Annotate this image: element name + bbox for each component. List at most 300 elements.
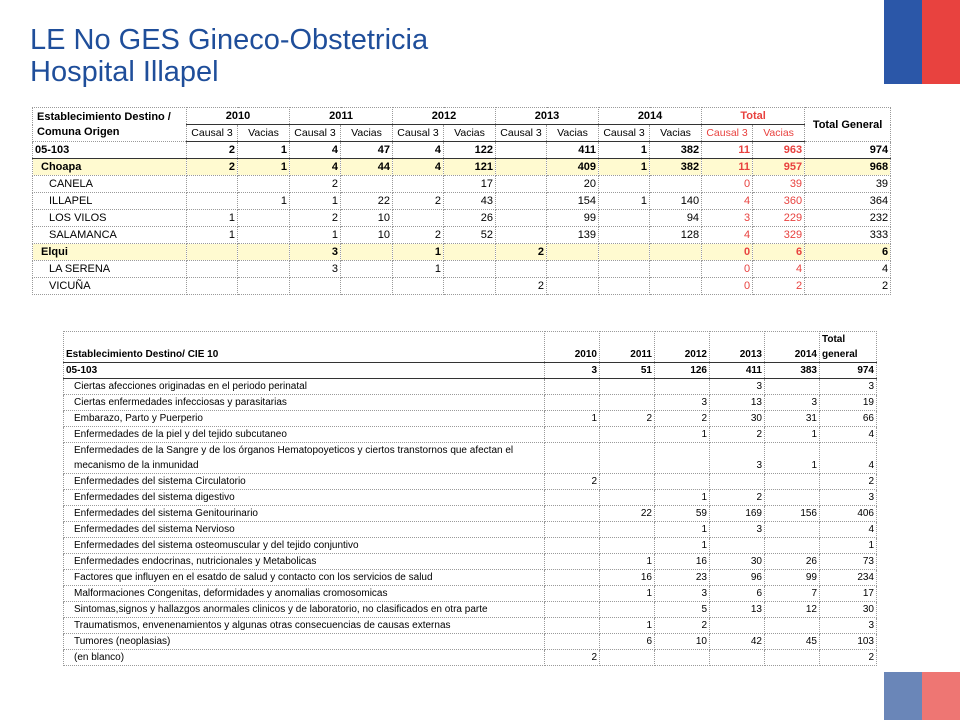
table-cell: 6 xyxy=(710,586,765,602)
table-cell: 1 xyxy=(238,142,290,159)
table-cell xyxy=(496,210,547,227)
table-cell: 22 xyxy=(600,506,655,522)
table-cell: 3 xyxy=(655,586,710,602)
table-cell: 1 xyxy=(290,193,341,210)
table-cell: 6 xyxy=(753,244,805,261)
table-cell: 0 xyxy=(702,261,753,278)
table-cell: 5 xyxy=(655,602,710,618)
table-cell xyxy=(600,379,655,395)
table-cell xyxy=(496,159,547,176)
table-cell: 156 xyxy=(765,506,820,522)
page-title xyxy=(30,24,428,88)
table-row xyxy=(33,244,891,261)
table-row xyxy=(64,586,877,602)
table-cell: 43 xyxy=(444,193,496,210)
table-cell: 3 xyxy=(710,522,765,538)
table-cell xyxy=(765,474,820,490)
table-cell: 13 xyxy=(710,395,765,411)
table-cell: 4 xyxy=(820,427,877,443)
table-cell xyxy=(238,227,290,244)
table-row xyxy=(64,522,877,538)
table-cell xyxy=(710,474,765,490)
subheader-causal: Causal 3 xyxy=(599,125,650,142)
table-row xyxy=(64,474,877,490)
subheader-causal: Causal 3 xyxy=(290,125,341,142)
column-header-year: 2013 xyxy=(710,332,765,363)
table-row xyxy=(33,176,891,193)
table-cell: 6 xyxy=(805,244,891,261)
column-header-year: 2012 xyxy=(655,332,710,363)
table-cell: 3 xyxy=(765,395,820,411)
table-cell: 974 xyxy=(805,142,891,159)
table-cell: 1 xyxy=(655,538,710,554)
column-header-year: 2013 xyxy=(496,108,599,125)
table-cell: 26 xyxy=(765,554,820,570)
table-cell: 2 xyxy=(753,278,805,295)
table-cell: 44 xyxy=(341,159,393,176)
row-label: Ciertas enfermedades infecciosas y parasitarias xyxy=(64,395,545,411)
table-cell: 19 xyxy=(820,395,877,411)
column-header-total: Total xyxy=(702,108,805,125)
row-label: Enfermedades del sistema Genitourinario xyxy=(64,506,545,522)
table-cell: 10 xyxy=(341,210,393,227)
row-label: VICUÑA xyxy=(33,278,187,295)
table-cell xyxy=(765,379,820,395)
table-cell xyxy=(444,261,496,278)
cie10-table-body xyxy=(64,363,877,666)
table-cell xyxy=(600,522,655,538)
table-row xyxy=(64,554,877,570)
table-cell xyxy=(545,602,600,618)
table-cell: 3 xyxy=(820,618,877,634)
table-cell xyxy=(765,538,820,554)
table-cell: 31 xyxy=(765,411,820,427)
title-line-1: LE No GES Gineco-Obstetricia xyxy=(30,24,429,56)
table-cell xyxy=(545,554,600,570)
flag-blue-band xyxy=(884,672,922,720)
table-cell: 45 xyxy=(765,634,820,650)
table-cell: 1 xyxy=(765,443,820,474)
table-cell: 13 xyxy=(710,602,765,618)
table-cell: 6 xyxy=(600,634,655,650)
table-cell: 234 xyxy=(820,570,877,586)
table-cell xyxy=(710,538,765,554)
table-cell: 0 xyxy=(702,278,753,295)
table-cell: 4 xyxy=(820,522,877,538)
table-cell xyxy=(545,586,600,602)
table-cell: 51 xyxy=(600,363,655,379)
table-row xyxy=(64,411,877,427)
table-cell xyxy=(765,522,820,538)
table-cell: 4 xyxy=(290,142,341,159)
table-cell: 957 xyxy=(753,159,805,176)
table-cell xyxy=(545,634,600,650)
table-cell xyxy=(545,506,600,522)
table-cell: 4 xyxy=(702,193,753,210)
table-cell xyxy=(238,278,290,295)
table-cell: 974 xyxy=(820,363,877,379)
column-header-year: 2011 xyxy=(290,108,393,125)
table-cell: 968 xyxy=(805,159,891,176)
table-cell: 1 xyxy=(238,159,290,176)
row-label: Tumores (neoplasias) xyxy=(64,634,545,650)
flag-red-band xyxy=(922,672,960,720)
row-label: Factores que influyen en el esatdo de salud y contacto con los servicios de salud xyxy=(64,570,545,586)
table-cell: 10 xyxy=(341,227,393,244)
column-header-year: 2014 xyxy=(599,108,702,125)
table-row xyxy=(64,490,877,506)
row-label: Embarazo, Parto y Puerperio xyxy=(64,411,545,427)
table-cell xyxy=(444,244,496,261)
table-cell: 17 xyxy=(820,586,877,602)
table-cell: 406 xyxy=(820,506,877,522)
table-cell: 2 xyxy=(187,142,238,159)
table-cell: 23 xyxy=(655,570,710,586)
table-header-row xyxy=(64,332,877,363)
table-cell: 4 xyxy=(393,159,444,176)
table-cell: 1 xyxy=(393,261,444,278)
table-cell: 2 xyxy=(805,278,891,295)
table-cell xyxy=(547,278,599,295)
table-cell xyxy=(600,395,655,411)
table-cell: 140 xyxy=(650,193,702,210)
table-cell xyxy=(496,176,547,193)
table-cell xyxy=(545,427,600,443)
table-cell: 52 xyxy=(444,227,496,244)
table-cell: 2 xyxy=(710,427,765,443)
table-cell: 2 xyxy=(655,411,710,427)
column-header-year: 2011 xyxy=(600,332,655,363)
table-cell: 1 xyxy=(655,522,710,538)
table-row xyxy=(64,634,877,650)
table-row xyxy=(33,142,891,159)
table-cell: 11 xyxy=(702,159,753,176)
table-cell: 59 xyxy=(655,506,710,522)
table-cell xyxy=(655,650,710,666)
table-cell: 1 xyxy=(545,411,600,427)
table-cell: 2 xyxy=(290,210,341,227)
column-header-origin: Establecimiento Destino / Comuna Origen xyxy=(33,108,187,142)
table-cell xyxy=(545,490,600,506)
row-label: Enfermedades del sistema digestivo xyxy=(64,490,545,506)
table-cell xyxy=(187,193,238,210)
table-cell xyxy=(545,379,600,395)
table-cell xyxy=(341,176,393,193)
table-cell xyxy=(599,227,650,244)
table-cell xyxy=(599,210,650,227)
table-cell xyxy=(765,490,820,506)
table-cell: 2 xyxy=(393,193,444,210)
table-cell: 0 xyxy=(702,176,753,193)
row-label: LOS VILOS xyxy=(33,210,187,227)
subheader-vacias: Vacias xyxy=(444,125,496,142)
table-cell: 47 xyxy=(341,142,393,159)
row-label: Elqui xyxy=(33,244,187,261)
table-cell: 154 xyxy=(547,193,599,210)
table-cell: 16 xyxy=(655,554,710,570)
subheader-causal: Causal 3 xyxy=(393,125,444,142)
table-cell: 411 xyxy=(547,142,599,159)
table-cell: 2 xyxy=(496,278,547,295)
subheader-causal: Causal 3 xyxy=(187,125,238,142)
table-cell xyxy=(650,278,702,295)
flag-blue-band xyxy=(884,0,922,84)
column-header-total-general: Total General xyxy=(805,108,891,142)
table-cell: 364 xyxy=(805,193,891,210)
table-cell: 3 xyxy=(710,443,765,474)
subheader-causal: Causal 3 xyxy=(496,125,547,142)
table-cell: 126 xyxy=(655,363,710,379)
row-label: CANELA xyxy=(33,176,187,193)
table-cell xyxy=(600,474,655,490)
table-cell xyxy=(599,244,650,261)
table-cell xyxy=(547,244,599,261)
column-header-year: 2012 xyxy=(393,108,496,125)
table-cell: 30 xyxy=(820,602,877,618)
table-row xyxy=(64,618,877,634)
table-cell: 3 xyxy=(820,490,877,506)
table-row xyxy=(33,159,891,176)
table-cell xyxy=(238,244,290,261)
cie10-table xyxy=(63,331,877,666)
table-row xyxy=(64,363,877,379)
flag-stripe-bottom xyxy=(884,672,960,720)
table-cell xyxy=(187,278,238,295)
table-cell: 3 xyxy=(820,379,877,395)
table-cell xyxy=(187,244,238,261)
origin-commune-table xyxy=(32,107,891,295)
subheader-causal: Causal 3 xyxy=(702,125,753,142)
table-cell: 382 xyxy=(650,142,702,159)
table-cell xyxy=(393,278,444,295)
table-cell: 1 xyxy=(655,490,710,506)
origin-commune-table-body xyxy=(33,142,891,295)
table-cell xyxy=(238,210,290,227)
table-cell xyxy=(545,443,600,474)
table-header-row xyxy=(33,108,891,125)
table-cell xyxy=(545,618,600,634)
table-cell: 1 xyxy=(187,227,238,244)
table-cell xyxy=(290,278,341,295)
table-row xyxy=(64,570,877,586)
table-cell: 1 xyxy=(765,427,820,443)
table-row xyxy=(64,602,877,618)
table-cell: 4 xyxy=(702,227,753,244)
subheader-vacias: Vacias xyxy=(341,125,393,142)
table-cell: 409 xyxy=(547,159,599,176)
table-cell: 2 xyxy=(187,159,238,176)
table-cell: 122 xyxy=(444,142,496,159)
table-cell: 360 xyxy=(753,193,805,210)
row-label: Enfermedades de la piel y del tejido subcutaneo xyxy=(64,427,545,443)
column-header-year: 2014 xyxy=(765,332,820,363)
row-label: ILLAPEL xyxy=(33,193,187,210)
table-cell: 329 xyxy=(753,227,805,244)
table-cell: 11 xyxy=(702,142,753,159)
table-cell: 1 xyxy=(599,142,650,159)
table-cell xyxy=(599,278,650,295)
table-row xyxy=(33,210,891,227)
table-cell xyxy=(600,427,655,443)
table-cell: 4 xyxy=(820,443,877,474)
table-cell xyxy=(545,570,600,586)
table-cell xyxy=(600,490,655,506)
table-cell xyxy=(496,193,547,210)
table-cell xyxy=(600,602,655,618)
table-cell: 3 xyxy=(710,379,765,395)
table-cell: 1 xyxy=(290,227,341,244)
row-label: Enfermedades endocrinas, nutricionales y Metabolicas xyxy=(64,554,545,570)
table-cell xyxy=(599,261,650,278)
table-cell xyxy=(710,618,765,634)
table-cell: 1 xyxy=(187,210,238,227)
table-cell: 99 xyxy=(765,570,820,586)
table-cell xyxy=(650,176,702,193)
table-cell: 3 xyxy=(702,210,753,227)
table-cell: 94 xyxy=(650,210,702,227)
flag-red-band xyxy=(922,0,960,84)
table-cell: 26 xyxy=(444,210,496,227)
table-cell: 2 xyxy=(600,411,655,427)
table-cell xyxy=(600,443,655,474)
table-cell xyxy=(496,142,547,159)
table-cell: 2 xyxy=(290,176,341,193)
table-cell: 4 xyxy=(393,142,444,159)
table-cell: 121 xyxy=(444,159,496,176)
table-cell: 16 xyxy=(600,570,655,586)
table-row xyxy=(33,278,891,295)
table-cell xyxy=(655,379,710,395)
table-cell: 42 xyxy=(710,634,765,650)
table-row xyxy=(33,261,891,278)
table-cell: 30 xyxy=(710,554,765,570)
table-cell: 128 xyxy=(650,227,702,244)
table-cell: 1 xyxy=(655,427,710,443)
table-cell: 2 xyxy=(820,474,877,490)
table-cell: 382 xyxy=(650,159,702,176)
table-cell xyxy=(496,227,547,244)
table-cell: 96 xyxy=(710,570,765,586)
table-cell: 103 xyxy=(820,634,877,650)
table-cell xyxy=(655,443,710,474)
table-cell: 169 xyxy=(710,506,765,522)
row-label: 05-103 xyxy=(64,363,545,379)
subheader-vacias: Vacias xyxy=(650,125,702,142)
table-cell xyxy=(765,650,820,666)
row-label: Enfermedades de la Sangre y de los órganos Hematopoyeticos y ciertos transtornos que afectan el mecanismo de la inmunidad xyxy=(64,443,545,474)
table-cell xyxy=(341,244,393,261)
table-row xyxy=(64,538,877,554)
row-label: Choapa xyxy=(33,159,187,176)
row-label: Sintomas,signos y hallazgos anormales clinicos y de laboratorio, no clasificados en otra parte xyxy=(64,602,545,618)
table-cell xyxy=(547,261,599,278)
table-cell xyxy=(444,278,496,295)
title-line-2: Hospital Illapel xyxy=(30,56,219,88)
table-cell: 30 xyxy=(710,411,765,427)
table-cell: 1 xyxy=(600,554,655,570)
table-row xyxy=(33,227,891,244)
table-cell: 66 xyxy=(820,411,877,427)
table-row xyxy=(64,427,877,443)
table-row xyxy=(64,379,877,395)
table-cell xyxy=(393,210,444,227)
table-cell: 4 xyxy=(290,159,341,176)
table-row xyxy=(33,193,891,210)
table-cell xyxy=(765,618,820,634)
row-label: Enfermedades del sistema Nervioso xyxy=(64,522,545,538)
column-header-destination: Establecimiento Destino/ CIE 10 xyxy=(64,332,545,363)
table-cell: 39 xyxy=(805,176,891,193)
table-cell xyxy=(600,650,655,666)
table-cell: 2 xyxy=(710,490,765,506)
table-cell xyxy=(238,176,290,193)
subheader-vacias: Vacias xyxy=(238,125,290,142)
row-label: (en blanco) xyxy=(64,650,545,666)
table-cell: 232 xyxy=(805,210,891,227)
table-cell xyxy=(496,261,547,278)
table-cell: 4 xyxy=(753,261,805,278)
table-cell: 12 xyxy=(765,602,820,618)
row-label: Malformaciones Congenitas, deformidades y anomalias cromosomicas xyxy=(64,586,545,602)
table-cell: 2 xyxy=(545,474,600,490)
table-cell: 3 xyxy=(655,395,710,411)
table-cell: 2 xyxy=(496,244,547,261)
row-label: LA SERENA xyxy=(33,261,187,278)
row-label: SALAMANCA xyxy=(33,227,187,244)
table-cell: 73 xyxy=(820,554,877,570)
table-cell: 10 xyxy=(655,634,710,650)
table-cell: 1 xyxy=(599,159,650,176)
table-cell: 22 xyxy=(341,193,393,210)
table-cell: 333 xyxy=(805,227,891,244)
table-cell xyxy=(341,261,393,278)
table-cell xyxy=(600,538,655,554)
table-cell xyxy=(341,278,393,295)
table-cell: 2 xyxy=(393,227,444,244)
table-cell: 17 xyxy=(444,176,496,193)
table-cell xyxy=(650,261,702,278)
flag-stripe-top xyxy=(884,0,960,84)
table-cell: 383 xyxy=(765,363,820,379)
table-cell: 1 xyxy=(600,618,655,634)
table-cell: 963 xyxy=(753,142,805,159)
table-row xyxy=(64,443,877,474)
table-cell: 99 xyxy=(547,210,599,227)
subheader-vacias: Vacias xyxy=(753,125,805,142)
table-cell: 3 xyxy=(290,261,341,278)
table-cell: 1 xyxy=(599,193,650,210)
table-cell: 3 xyxy=(290,244,341,261)
table-cell: 4 xyxy=(805,261,891,278)
subheader-vacias: Vacias xyxy=(547,125,599,142)
row-label: Ciertas afecciones originadas en el periodo perinatal xyxy=(64,379,545,395)
table-row xyxy=(64,650,877,666)
table-cell: 1 xyxy=(238,193,290,210)
table-cell: 0 xyxy=(702,244,753,261)
table-cell: 229 xyxy=(753,210,805,227)
table-cell xyxy=(710,650,765,666)
table-cell: 39 xyxy=(753,176,805,193)
table-cell: 2 xyxy=(545,650,600,666)
table-cell xyxy=(238,261,290,278)
table-cell xyxy=(393,176,444,193)
table-cell: 7 xyxy=(765,586,820,602)
table-cell: 1 xyxy=(393,244,444,261)
table-cell: 2 xyxy=(820,650,877,666)
table-cell xyxy=(545,538,600,554)
table-cell xyxy=(545,522,600,538)
column-header-year: 2010 xyxy=(187,108,290,125)
